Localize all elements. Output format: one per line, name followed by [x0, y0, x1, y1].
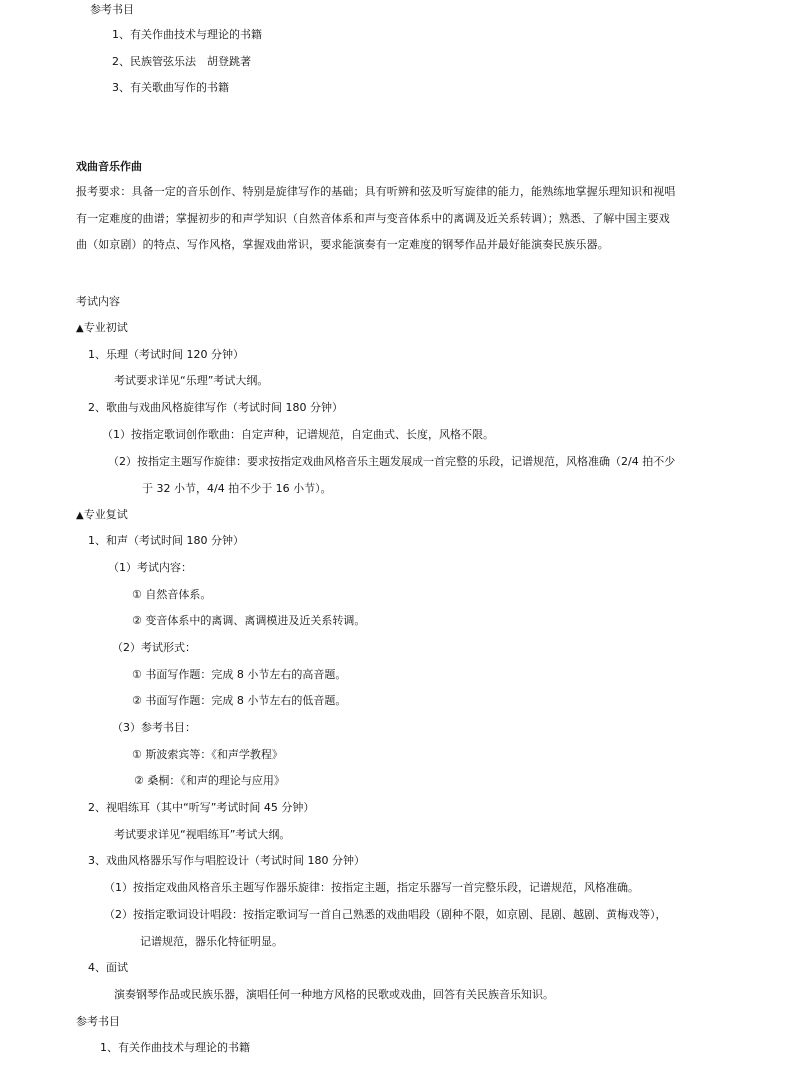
requirements-paragraph	[76, 179, 722, 259]
exam-subitem-cont: 记谱规范，器乐化特征明显。	[140, 935, 283, 948]
top-ref-item: 3、有关歌曲写作的书籍	[112, 81, 229, 94]
exam-point: ② 桑桐：《和声的理论与应用》	[134, 774, 285, 787]
exam-subitem-cont: 于 32 小节，4/4 拍不少于 16 小节）。	[142, 482, 332, 495]
exam-point: ① 斯波索宾等：《和声学教程》	[132, 748, 283, 761]
exam-item: 2、视唱练耳（其中“听写”考试时间 45 分钟）	[88, 801, 315, 814]
retest-label: 专业复试	[83, 508, 128, 521]
top-ref-item: 1、有关作曲技术与理论的书籍	[112, 28, 262, 41]
bottom-refs-heading: 参考书目	[76, 1015, 120, 1028]
triangle-icon: ▲	[76, 323, 84, 334]
exam-subitem: （1）考试内容：	[108, 561, 192, 574]
top-refs-heading: 参考书目	[90, 3, 134, 16]
exam-point: ① 书面写作题：完成 8 小节左右的高音题。	[132, 668, 347, 681]
bottom-ref-item: 1、有关作曲技术与理论的书籍	[100, 1041, 250, 1054]
requirements-line: 曲（如京剧）的特点、写作风格，掌握戏曲常识，要求能演奏有一定难度的钢琴作品并最好能演奏民族乐器。	[76, 238, 609, 251]
exam-point: ① 自然音体系。	[132, 588, 212, 601]
exam-item: 1、乐理（考试时间 120 分钟）	[88, 348, 244, 361]
triangle-icon: ▲	[76, 510, 84, 521]
exam-subitem: （2）考试形式：	[112, 641, 196, 654]
exam-subitem: （1）按指定戏曲风格音乐主题写作器乐旋律：按指定主题，指定乐器写一首完整乐段，记谱规范，风格准确。	[104, 881, 639, 894]
exam-item: 1、和声（考试时间 180 分钟）	[88, 534, 244, 547]
exam-item: 3、戏曲风格器乐写作与唱腔设计（考试时间 180 分钟）	[88, 854, 365, 867]
exam-subitem: （1）按指定歌词创作歌曲：自定声种，记谱规范，自定曲式、长度，风格不限。	[102, 428, 494, 441]
requirements-line: 报考要求：具备一定的音乐创作、特别是旋律写作的基础；具有听辨和弦及听写旋律的能力，能熟练地掌握乐理知识和视唱	[76, 185, 676, 198]
top-ref-item: 2、民族管弦乐法 胡登跳著	[112, 55, 251, 68]
exam-subitem: （3）参考书目：	[112, 721, 196, 734]
requirements-line: 有一定难度的曲谱；掌握初步的和声学知识（自然音体系和声与变音体系中的离调及近关系转调）；熟悉、了解中国主要戏	[76, 211, 670, 225]
exam-point: ② 变音体系中的离调、离调模进及近关系转调。	[132, 614, 366, 627]
section-title: 戏曲音乐作曲	[76, 160, 142, 173]
exam-item: 2、歌曲与戏曲风格旋律写作（考试时间 180 分钟）	[88, 401, 343, 414]
exam-item: 4、面试	[88, 961, 128, 974]
initial-test-heading	[76, 321, 128, 336]
exam-note: 演奏钢琴作品或民族乐器，演唱任何一种地方风格的民歌或戏曲，回答有关民族音乐知识。	[114, 988, 554, 1001]
exam-subitem: （2）按指定歌词设计唱段：按指定歌词写一首自己熟悉的戏曲唱段（剧种不限，如京剧、昆剧、越剧、黄梅戏等），	[104, 908, 667, 921]
exam-note: 考试要求详见“乐理”考试大纲。	[114, 374, 269, 387]
exam-note: 考试要求详见“视唱练耳”考试大纲。	[114, 828, 291, 841]
initial-test-label: 专业初试	[83, 321, 128, 334]
exam-heading: 考试内容	[76, 295, 120, 308]
exam-point: ② 书面写作题：完成 8 小节左右的低音题。	[132, 694, 347, 707]
exam-subitem: （2）按指定主题写作旋律：要求按指定戏曲风格音乐主题发展成一首完整的乐段，记谱规范，风格准确（2/4 拍不少	[108, 455, 676, 468]
retest-heading	[76, 508, 128, 523]
